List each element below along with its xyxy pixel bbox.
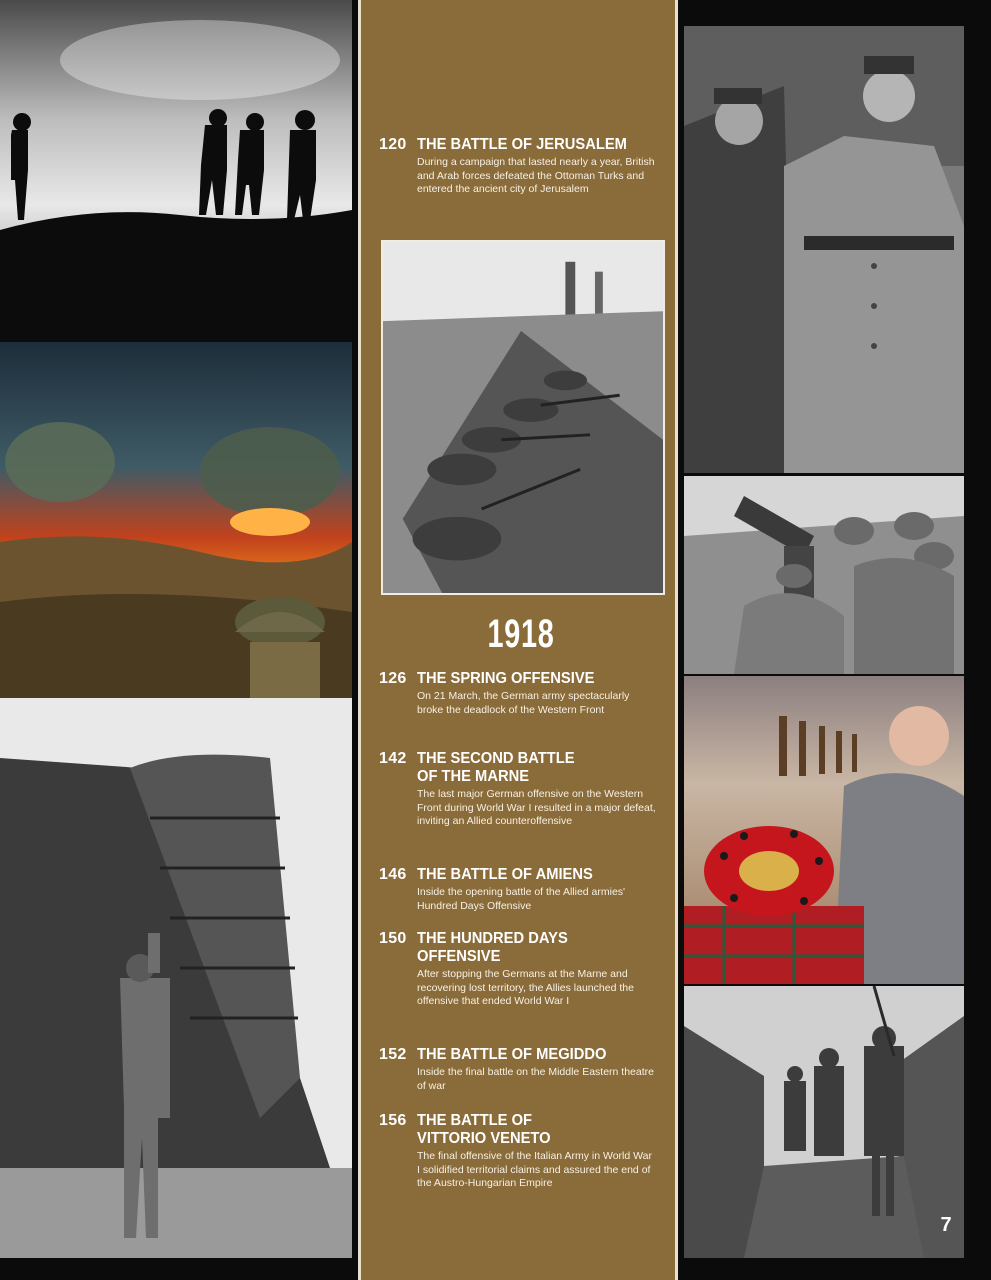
toc-entry[interactable]: [379, 1112, 659, 1191]
entry-title: THE SPRING OFFENSIVE: [417, 670, 595, 687]
entry-title: THE BATTLE OF JERUSALEM: [417, 136, 627, 153]
illustration-trench-explosions: [0, 342, 352, 698]
entry-title: THE BATTLE OF AMIENS: [417, 866, 593, 883]
photo-tank-soldier: [0, 698, 352, 1258]
entry-page-number: 150: [379, 930, 407, 947]
toc-entry[interactable]: [379, 930, 659, 1009]
photo-soldiers-silhouette: [0, 0, 352, 342]
entry-page-number: 152: [379, 1046, 407, 1063]
entry-title: THE BATTLE OF VITTORIO VENETO: [417, 1112, 551, 1147]
photo-french-soldiers-trench: [381, 240, 665, 595]
toc-entry[interactable]: [379, 136, 659, 197]
entry-description: Inside the final battle on the Middle Eastern theatre of war: [417, 1066, 654, 1092]
photo-soldiers-in-trench: [684, 986, 964, 1258]
contents-panel: [358, 0, 678, 1280]
toc-entry[interactable]: [379, 670, 659, 717]
entry-page-number: 142: [379, 750, 407, 767]
toc-entry[interactable]: [379, 1046, 659, 1093]
entry-description: After stopping the Germans at the Marne and recovering lost territory, the Allies launched the offensive that ended World War I: [417, 968, 634, 1007]
page-number: 7: [940, 1214, 952, 1236]
entry-page-number: 156: [379, 1112, 407, 1129]
photo-machine-gun-crew: [684, 476, 964, 674]
toc-entry[interactable]: [379, 750, 659, 829]
entry-title: THE BATTLE OF MEGIDDO: [417, 1046, 607, 1063]
entry-description: The last major German offensive on the Western Front during World War I resulted in a major defeat, inviting an Allied counteroffensive: [417, 788, 656, 827]
toc-entry[interactable]: [379, 866, 659, 913]
entry-page-number: 146: [379, 866, 407, 883]
entry-description: The final offensive of the Italian Army in World War I solidified territorial claims and assured the end of the Austro-Hungarian Empire: [417, 1150, 652, 1189]
entry-description: On 21 March, the German army spectacularly broke the deadlock of the Western Front: [417, 690, 630, 716]
entry-title: THE HUNDRED DAYS OFFENSIVE: [417, 930, 568, 965]
photo-russian-officers: [684, 26, 964, 473]
entry-page-number: 120: [379, 136, 407, 153]
entry-page-number: 126: [379, 670, 407, 687]
year-heading: 1918: [487, 612, 555, 656]
entry-description: Inside the opening battle of the Allied armies' Hundred Days Offensive: [417, 886, 626, 912]
photo-veteran-with-poppies: [684, 676, 964, 984]
entry-description: During a campaign that lasted nearly a year, British and Arab forces defeated the Ottoman Turks and entered the ancient city of Jerusalem: [417, 156, 655, 195]
entry-title: THE SECOND BATTLE OF THE MARNE: [417, 750, 575, 785]
